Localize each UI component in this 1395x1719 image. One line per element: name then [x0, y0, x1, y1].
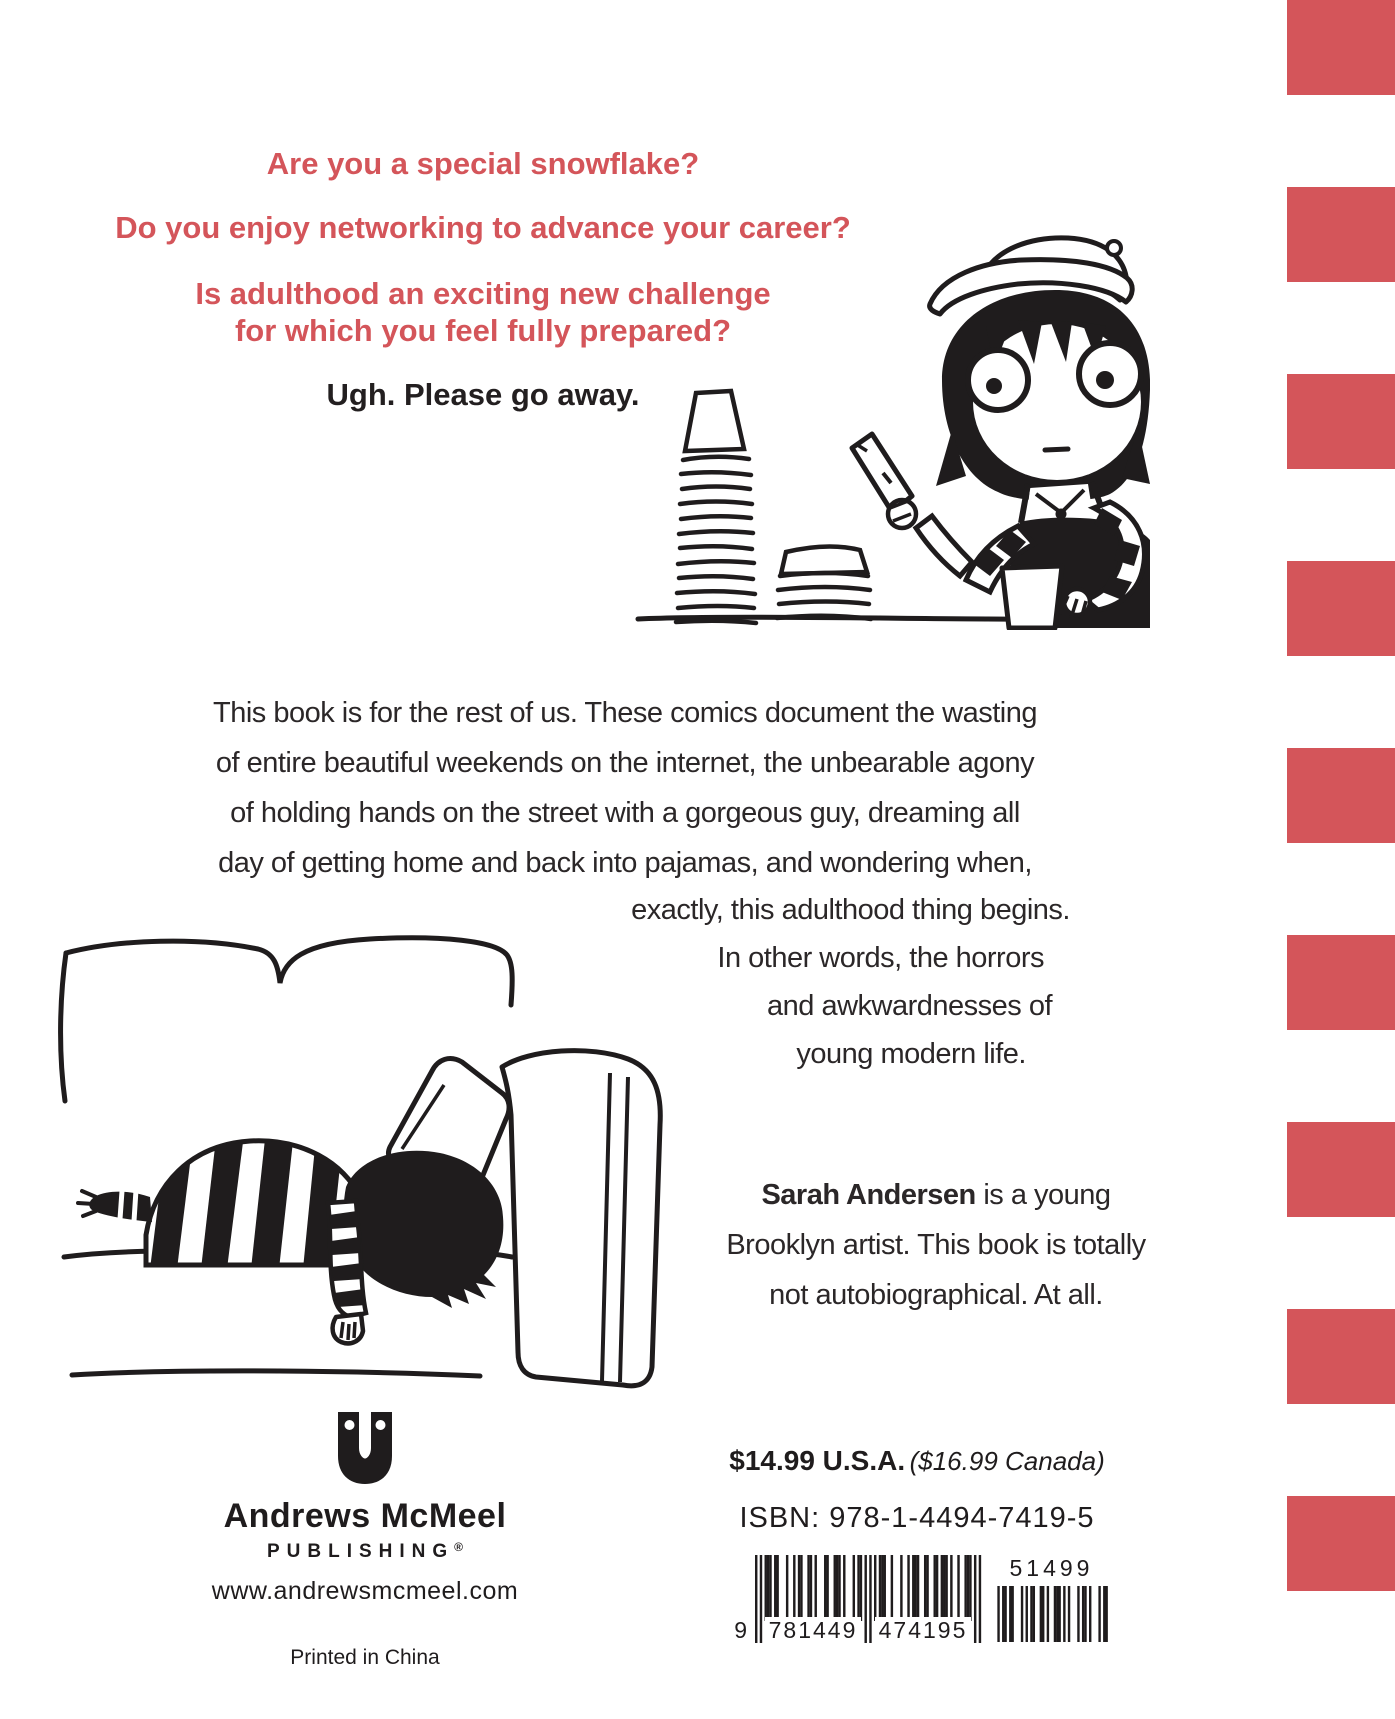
barcode-digits-right: 474195: [875, 1617, 971, 1644]
intro-line: of holding hands on the street with a gorgeous guy, dreaming all: [230, 797, 1020, 829]
question-3-line-1: Is adulthood an exciting new challenge: [195, 276, 771, 311]
barcode-digits-left: 781449: [765, 1617, 861, 1644]
red-stripe: [1287, 935, 1395, 1030]
intro-line: exactly, this adulthood thing begins.: [631, 894, 1070, 926]
red-stripe: [1287, 1309, 1395, 1404]
publisher-block: [200, 1412, 530, 1670]
price-canada: ($16.99 Canada): [909, 1446, 1105, 1476]
barista-girl: [852, 238, 1150, 628]
author-bio: [716, 1170, 1156, 1320]
intro-line: day of getting home and back into pajamas, and wondering when,: [218, 847, 1032, 879]
intro-line: This book is for the rest of us. These comics document the wasting: [213, 697, 1037, 729]
barcode: [734, 1555, 981, 1651]
red-stripe: [1287, 748, 1395, 843]
question-2: Do you enjoy networking to advance your career?: [115, 210, 851, 245]
hair: [344, 1151, 504, 1308]
red-stripe: [1287, 561, 1395, 656]
andrews-mcmeel-logo-icon: [338, 1412, 392, 1484]
printed-in: Printed in China: [290, 1646, 440, 1669]
isbn-line: ISBN: 978-1-4494-7419-5: [739, 1502, 1095, 1534]
barista-illustration: [590, 230, 1150, 630]
red-stripe: [1287, 0, 1395, 95]
barcode-addon-bars: [995, 1586, 1108, 1642]
question-3-line-2: for which you feel fully prepared?: [234, 313, 732, 348]
intro-line: and awkwardnesses of: [767, 990, 1052, 1022]
retail-block: [702, 1445, 1132, 1715]
author-name: Sarah Andersen: [761, 1179, 976, 1211]
bio-line: Sarah Andersen is a young: [761, 1179, 1111, 1211]
red-stripe: [1287, 1122, 1395, 1217]
red-stripe: [1287, 187, 1395, 282]
publisher-website: www.andrewsmcmeel.com: [211, 1577, 519, 1605]
bio-line: Brooklyn artist. This book is totally: [726, 1229, 1146, 1261]
dismissal-line: Ugh. Please go away.: [326, 377, 640, 412]
red-stripe: [1287, 374, 1395, 469]
couch-illustration: [50, 935, 690, 1405]
intro-line: of entire beautiful weekends on the internet, the unbearable agony: [215, 747, 1035, 779]
couch-armrest: [502, 1051, 660, 1386]
coffee-cup: [1002, 566, 1062, 628]
intro-line: In other words, the horrors: [717, 942, 1044, 974]
red-stripe: [1287, 1496, 1395, 1591]
question-1: Are you a special snowflake?: [266, 146, 700, 181]
bio-line: not autobiographical. At all.: [769, 1279, 1103, 1311]
barcode-addon-digits: 51499: [1009, 1555, 1094, 1581]
intro-line: young modern life.: [796, 1038, 1026, 1070]
barcode-addon: [995, 1555, 1108, 1642]
price-us: $14.99 U.S.A.: [729, 1445, 906, 1476]
couch-back: [66, 938, 512, 1005]
intro-paragraph-top: [195, 688, 1055, 888]
price-line: [702, 1445, 1132, 1477]
publisher-name: Andrews McMeel: [223, 1497, 507, 1535]
publisher-division: PUBLISHING®: [266, 1540, 464, 1562]
registered-mark: ®: [454, 1540, 464, 1554]
barcode-digit-first: 9: [734, 1617, 749, 1643]
